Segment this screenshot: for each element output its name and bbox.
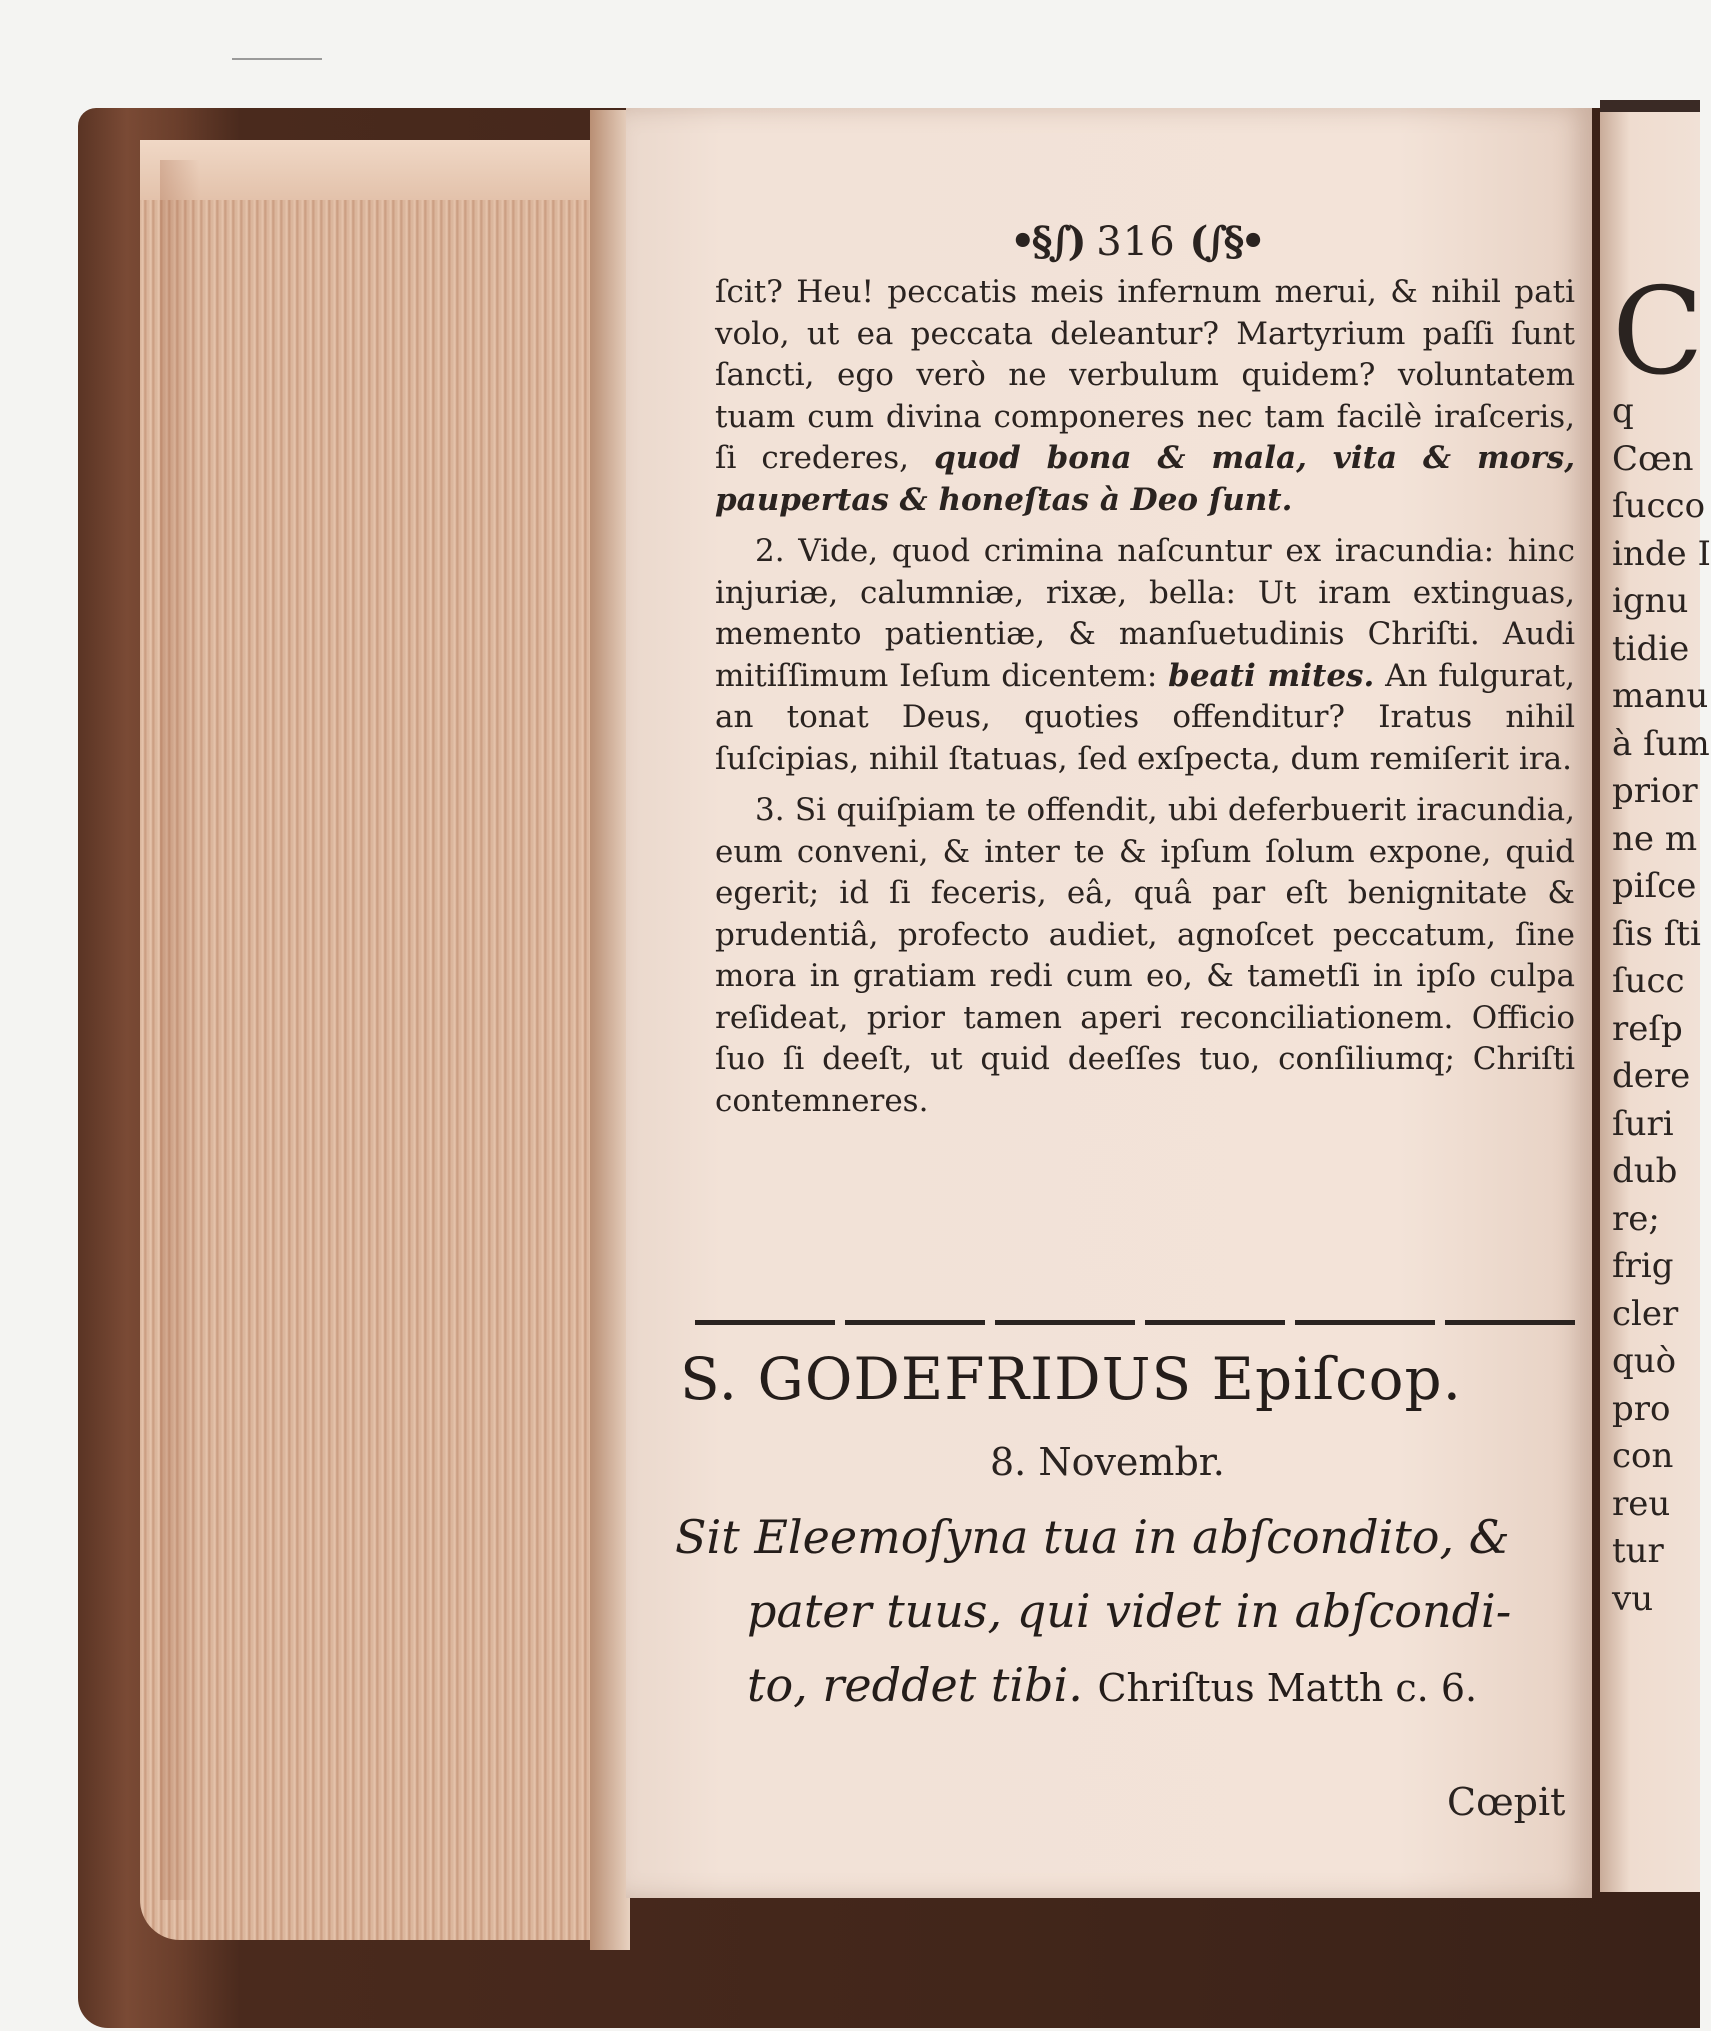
right-page-line: ſucco [1612,486,1706,526]
paragraph-text: Si quiſpiam te offendit, ubi deferbuerit iracundia, eum conveni, & inter te & ipſum ſolum expone, quid egerit; id ſi feceris, eâ, quâ par eſt benignitate & prudentiâ, profecto audiet, agnoſcet peccatum, ſine mora in gratiam redi cum eo, & tametſi in ipſo culpa reſideat, prior tamen aperi reconciliationem. Officio ſuo ſi deeſt, ut quid deeſſes tuo, conſiliumq; Chriſti contemneres. [715,792,1575,1119]
right-page-line: inde I [1612,533,1711,574]
right-page-line: ſuri [1612,1103,1674,1144]
right-page-line: q [1612,391,1634,431]
right-page-line: con [1612,1436,1674,1476]
page-block-top-edge [140,140,620,200]
page-gutter [590,110,630,1950]
right-page-line: à ſum [1612,723,1710,764]
paragraph-italic: quod bona & mala, vita & mors, paupertas & honeſtas à Deo ſunt. [715,440,1576,518]
right-page-line: pro [1612,1388,1671,1429]
right-page-line: vu [1612,1578,1654,1619]
right-page-line: cler [1612,1293,1679,1334]
paragraph-1 [715,272,1575,521]
section-divider [695,1320,1575,1325]
running-header [1010,218,1262,265]
right-page-line: re; [1612,1198,1660,1239]
scripture-quote [675,1500,1575,1725]
feast-date: 8. Novembr. [990,1440,1225,1484]
right-page-line: ſucc [1612,961,1685,1001]
right-page-line: ne m [1612,818,1698,859]
page-number: 316 [1096,219,1176,265]
right-page-line: quò [1612,1341,1677,1381]
right-page-line: Cœn [1612,438,1694,479]
paragraph-2 [715,531,1575,780]
quote-source: Chriſtus Matth c. 6. [1097,1666,1478,1710]
body-text [715,272,1575,1132]
right-page-text-fragment [1612,263,1711,1623]
right-page-line: ſis ſti [1612,913,1701,954]
paragraph-3 [715,790,1575,1122]
page-block-edges [140,140,620,1940]
right-page-line: prior [1612,771,1698,811]
catchword: Cœpit [1447,1780,1566,1824]
quote-line-1: Sit Eleemoſyna tua in abſcondito, & [675,1510,1510,1564]
right-page-line: ignu [1612,581,1689,621]
header-ornament-right: (∫§• [1189,218,1262,265]
right-page-line: reu [1612,1483,1671,1524]
right-page-line: tidie [1612,628,1690,669]
fore-edge-shadow [160,160,200,1900]
right-page-line: frig [1612,1246,1674,1286]
quote-line-3 [675,1648,1575,1725]
drop-capital: C [1612,263,1704,402]
section-heading: S. GODEFRIDUS Epiſcop. [680,1345,1463,1413]
right-page-line: reſp [1612,1008,1683,1049]
right-page-line: manu [1612,676,1709,716]
paragraph-italic: beati mites. [1168,657,1375,694]
quote-line-2: pater tuus, qui videt in abſcondi- [747,1584,1512,1638]
quote-line-3-text: to, reddet tibi. [747,1658,1083,1712]
paragraph-text: Vide, quod crimina naſcuntur ex iracundia: hinc injuriæ, calumniæ, rixæ, bella: Ut iram extinguas, memento patientiæ, & manſuetudinis Chriſti. Audi mitiſſimum Ieſum dicentem: [715,533,1575,694]
right-page-line: tur [1612,1531,1664,1571]
right-page-line: dere [1612,1056,1691,1096]
right-page-line: piſce [1612,866,1697,906]
paragraph-number: 3. [755,792,785,828]
paragraph-number: 2. [755,533,785,569]
right-page-line: dub [1612,1151,1678,1191]
scan-mark [232,58,322,60]
paragraph-text-after: An fulgurat, an tonat Deus, quoties offenditur? Iratus nihil ſuſcipias, nihil ſtatuas, ſed exſpecta, dum remiſerit ira. [715,657,1575,777]
header-ornament-left: •§∫) [1010,218,1083,265]
paragraph-text: ſcit? Heu! peccatis meis infernum merui, & nihil pati volo, ut ea peccata deleantur? Martyrium paſſi ſunt ſancti, ego verò ne verbulum quidem? voluntatem tuam cum divina componeres nec tam facilè iraſceris, ſi crederes, [715,274,1575,476]
